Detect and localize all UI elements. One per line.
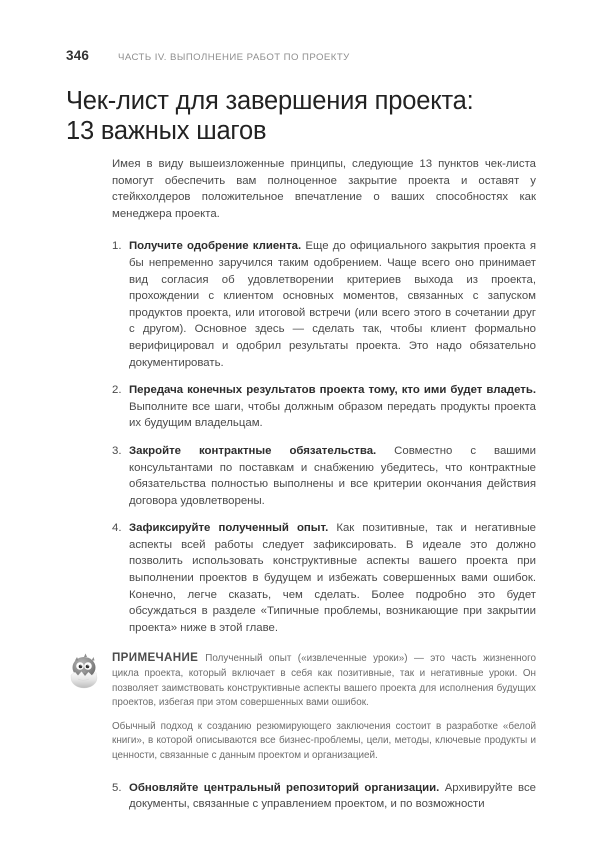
intro-paragraph: Имея в виду вышеизложенные принципы, следующие 13 пунктов чек-листа помогут обеспечить вам полноценное закрытие проекта и оставят у стейкхолдеров положительное впечатление о ваших способностях как менеджера проекта. xyxy=(112,158,536,220)
list-item-text: Выполните все шаги, чтобы должным образом передать продукты проекта их будущим владельцам. xyxy=(129,400,536,430)
page-number: 346 xyxy=(66,48,90,63)
checklist-steps xyxy=(112,238,536,636)
note-body xyxy=(112,651,536,763)
list-item-lead: Получите одобрение клиента. xyxy=(129,240,302,253)
list-item-number: 1. xyxy=(112,240,122,253)
list-item-text: Совместно с вашими консультантами по поставкам и снабжению убедитесь, что контрактные обязательства полностью выполнены и все критерии окончания действия договора удовлетворены. xyxy=(129,444,536,507)
hatching-chick-icon xyxy=(67,653,101,689)
list-item xyxy=(112,382,536,432)
running-head-title: ЧАСТЬ IV. ВЫПОЛНЕНИЕ РАБОТ ПО ПРОЕКТУ xyxy=(118,52,350,63)
running-head xyxy=(66,48,536,63)
note-paragraph-text: Полученный опыт («извлеченные уроки») — это часть жизненного цикла проекта, который включает в себя как позитивные, так и негативные уроки. Он позволяет заимствовать конструктивные аспекты вашего проекта для исполнения будущих проектов, избегая при этом совершенных вами ошибок. xyxy=(112,653,536,709)
list-item-lead: Обновляйте центральный репозиторий организации. xyxy=(129,781,440,794)
list-item-lead: Зафиксируйте полученный опыт. xyxy=(129,522,329,535)
note-first-paragraph xyxy=(112,651,536,710)
page-title-line-2: 13 важных шагов xyxy=(66,117,267,145)
page-title-line-1: Чек-лист для завершения проекта: xyxy=(66,87,474,115)
list-item-text: Архивируйте все документы, связанные с управлением проектом, и по возможности xyxy=(129,781,536,811)
list-item-text: Как позитивные, так и негативные аспекты всей работы следует зафиксировать. В идеале это должно позволить использовать конструктивные аспекты вашего проекта при выполнении проектов в будущем и избежать совершенных вами ошибок. Конечно, легче сказать, чем сделать. Более подробно это будет обсуждаться в разделе «Типичные проблемы, возникающие при закрытии проекта» ниже в этой главе. xyxy=(129,522,536,634)
list-item-lead: Закройте контрактные обязательства. xyxy=(129,444,377,457)
note-label: ПРИМЕЧАНИЕ xyxy=(112,651,199,665)
body-column xyxy=(112,156,536,824)
note-callout xyxy=(65,651,536,763)
list-item xyxy=(112,780,536,813)
list-item-number: 2. xyxy=(112,384,122,397)
list-item-lead: Передача конечных результатов проекта тому, кто ими будет владеть. xyxy=(129,384,536,397)
note-paragraph-text: Обычный подход к созданию резюмирующего заключения состоит в разработке «белой книги», в которой описываются все бизнес-проблемы, цели, методы, ключевые продукты и ценности, связанные с данным проектом и организацией. xyxy=(112,720,536,761)
checklist-steps-continued xyxy=(112,780,536,813)
list-item xyxy=(112,443,536,509)
list-item-number: 4. xyxy=(112,522,122,535)
list-item-number: 3. xyxy=(112,444,122,457)
list-item xyxy=(112,520,536,636)
list-item-text: Еще до официального закрытия проекта я бы непременно заручился таким одобрением. Чаще всего оно принимает вид согласия об удовлетворении критериев выхода из проекта, прохождении с клиентом основных моментов, связанных с запуском продуктов проекта, или итоговой встречи (или всего этого в сочетании друг с другом). Основное здесь — сделать так, чтобы клиент формально верифицировал и одобрил результаты проекта. Это надо обязательно документировать. xyxy=(129,240,536,369)
page-title xyxy=(66,86,540,146)
list-item xyxy=(112,238,536,371)
list-item-number: 5. xyxy=(112,781,122,794)
